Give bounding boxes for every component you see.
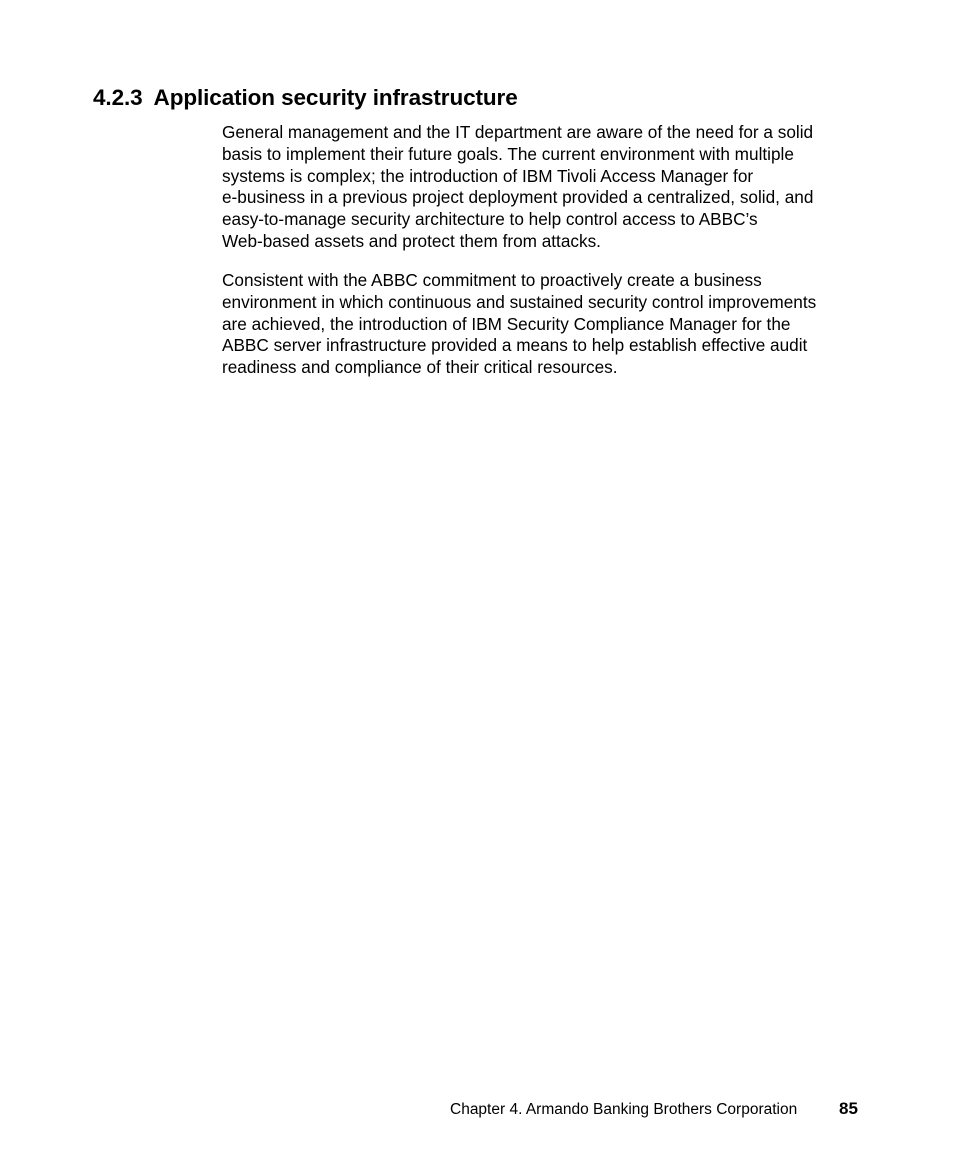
- paragraph-2: [222, 270, 862, 379]
- paragraph-line: e-business in a previous project deployment provided a centralized, solid, and: [222, 187, 814, 208]
- section-title: Application security infrastructure: [153, 85, 518, 110]
- paragraph-line: are achieved, the introduction of IBM Security Compliance Manager for the: [222, 313, 791, 334]
- section-heading: [93, 84, 518, 112]
- footer-chapter-title: Chapter 4. Armando Banking Brothers Corporation: [450, 1101, 798, 1118]
- page-footer: [450, 1098, 870, 1122]
- paragraph-line: readiness and compliance of their critical resources.: [222, 357, 618, 378]
- paragraph-line: Consistent with the ABBC commitment to proactively create a business: [222, 270, 762, 290]
- paragraph-line: Web-based assets and protect them from attacks.: [222, 230, 601, 251]
- paragraph-line: ABBC server infrastructure provided a means to help establish effective audit: [222, 335, 808, 356]
- section-number: 4.2.3: [93, 85, 143, 110]
- paragraph-line: easy-to-manage security architecture to help control access to ABBC’s: [222, 209, 758, 230]
- paragraph-line: environment in which continuous and sustained security control improvements: [222, 291, 817, 312]
- page-number: 85: [839, 1099, 858, 1118]
- paragraph-line: basis to implement their future goals. The current environment with multiple: [222, 143, 794, 164]
- paragraph-line: systems is complex; the introduction of IBM Tivoli Access Manager for: [222, 165, 754, 186]
- paragraph-line: General management and the IT department are aware of the need for a solid: [222, 122, 814, 142]
- paragraph-1: [222, 122, 862, 253]
